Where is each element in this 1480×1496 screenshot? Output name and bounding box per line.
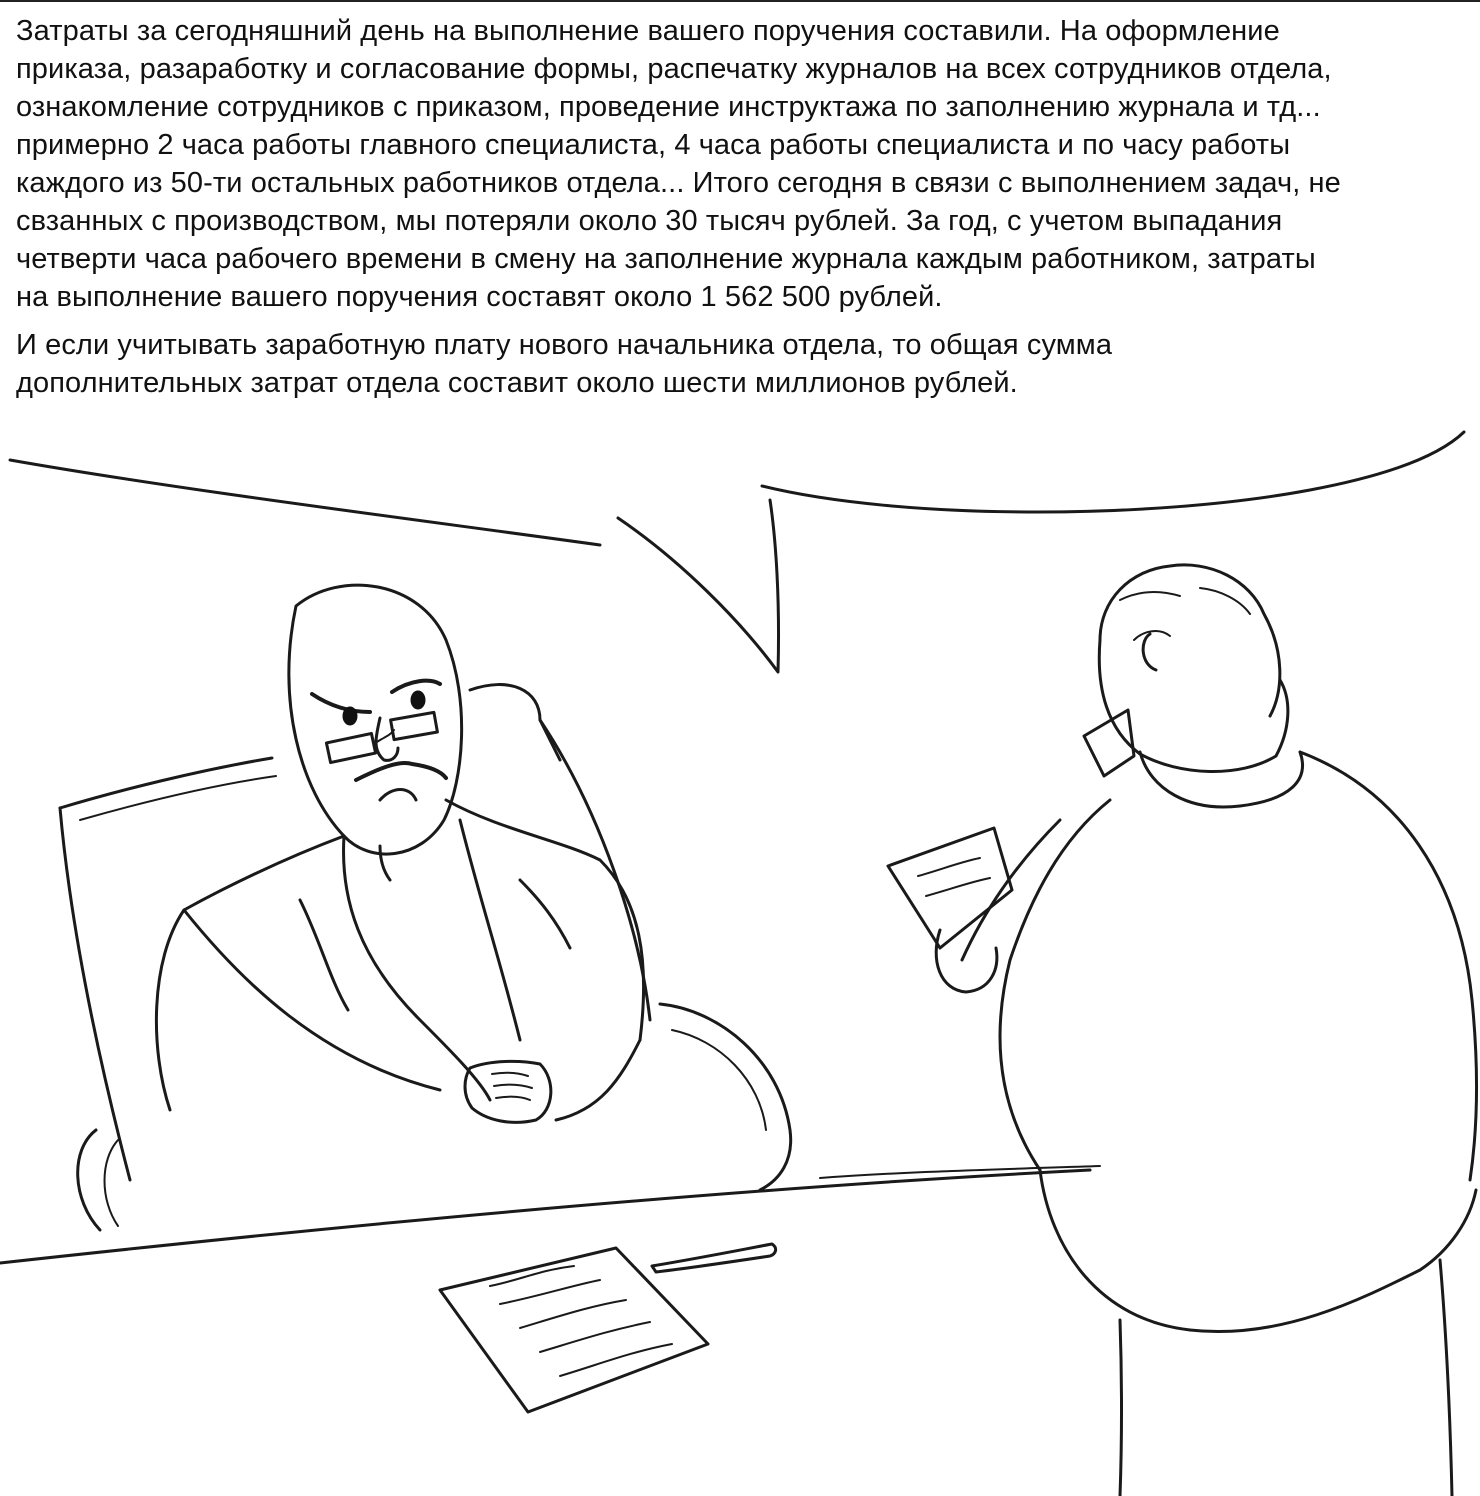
desk [0, 1166, 1100, 1263]
man-hair [1100, 565, 1280, 716]
boss-fingers [492, 1073, 532, 1100]
desk-paper [440, 1248, 708, 1412]
chair-back-left [60, 808, 130, 1180]
boss-left-eyebrow [312, 694, 370, 712]
caption-line: на выполнение вашего поручения составят около 1 562 500 рублей. [16, 281, 943, 313]
boss-left-lapel [344, 836, 490, 1100]
boss-right-lapel [460, 820, 520, 1040]
chair-right-top [470, 685, 560, 760]
chair-right-edge [540, 720, 650, 1020]
caption-line: И если учитывать заработную плату нового начальника отдела, то общая сумма [16, 329, 1113, 361]
man-head-back [1099, 640, 1288, 772]
standing-man [962, 565, 1476, 1496]
held-paper-line [926, 878, 990, 896]
caption-line: каждого из 50-ти остальных работников отдела... Итого сегодня в связи с выполнением задач, не [16, 167, 1341, 199]
boss-left-eye [344, 708, 356, 724]
caption-line: дополнительных затрат отдела составит около шести миллионов рублей. [16, 367, 1018, 399]
desk-paper-outline [440, 1248, 708, 1412]
man-buttocks [1040, 1170, 1476, 1332]
boss-glasses-left-lens [326, 733, 375, 762]
speech-bubble-left-arc [10, 460, 600, 545]
boss-right-eye [412, 692, 424, 708]
seated-boss [156, 585, 643, 1122]
boss-mustache [356, 763, 446, 780]
boss-mouth [380, 790, 416, 801]
man-side [1000, 800, 1110, 1170]
man-collar [1140, 752, 1303, 807]
boss-jacket-left-shoulder [156, 836, 344, 1110]
speech-bubble-tail [618, 500, 779, 672]
chair-back-inner [80, 776, 276, 820]
chair-left-armrest [78, 1130, 100, 1230]
boss-hands [465, 1061, 551, 1122]
desk-paper-line [540, 1322, 650, 1352]
caption-line: ознакомление сотрудников с приказом, проведение инструктажа по заполнению журнала и тд... [16, 91, 1321, 123]
pen [652, 1244, 776, 1272]
speech-bubble-right-arc [762, 432, 1464, 512]
chair-back-top [60, 758, 272, 808]
boss-right-arm [556, 1040, 640, 1120]
man-left-leg [1120, 1320, 1122, 1496]
man-ear [1143, 634, 1156, 670]
caption-line: приказа, разаработку и согласование формы, распечатку журналов на всех сотрудников отдела, [16, 53, 1332, 85]
desk-paper-line [500, 1280, 600, 1304]
chair-right-armrest-inner [672, 1030, 766, 1130]
caption-line: свзанных с производством, мы потеряли около 30 тысяч рублей. За год, с учетом выпадания [16, 205, 1283, 237]
pen-body [652, 1244, 776, 1272]
desk-paper-line [520, 1300, 626, 1328]
caption-line: четверти часа рабочего времени в смену на заполнение журнала каждым работником, затраты [16, 243, 1316, 275]
boss-jacket-right-shoulder [446, 800, 644, 1040]
speech-bubble [10, 432, 1464, 672]
caption-line: Затраты за сегодняшний день на выполнение вашего поручения составили. На оформление [16, 15, 1280, 47]
held-paper [888, 828, 1012, 992]
desk-edge [0, 1170, 1090, 1263]
desk-paper-line [560, 1344, 672, 1376]
man-right-leg [1440, 1260, 1452, 1496]
boss-right-eyebrow [392, 681, 440, 692]
caption-line: примерно 2 часа работы главного специалиста, 4 часа работы специалиста и по часу работы [16, 129, 1291, 161]
held-paper-hand [936, 930, 997, 992]
boss-right-lapel-notch [520, 880, 570, 948]
man-hair-texture [1120, 588, 1250, 640]
man-back [1300, 752, 1476, 1180]
boss-neck [380, 846, 390, 880]
boss-glasses-right-lens [391, 712, 438, 739]
boss-left-lapel-notch [300, 900, 348, 1010]
chair-left-armrest-inner [105, 1140, 119, 1226]
held-paper-line [918, 858, 980, 876]
